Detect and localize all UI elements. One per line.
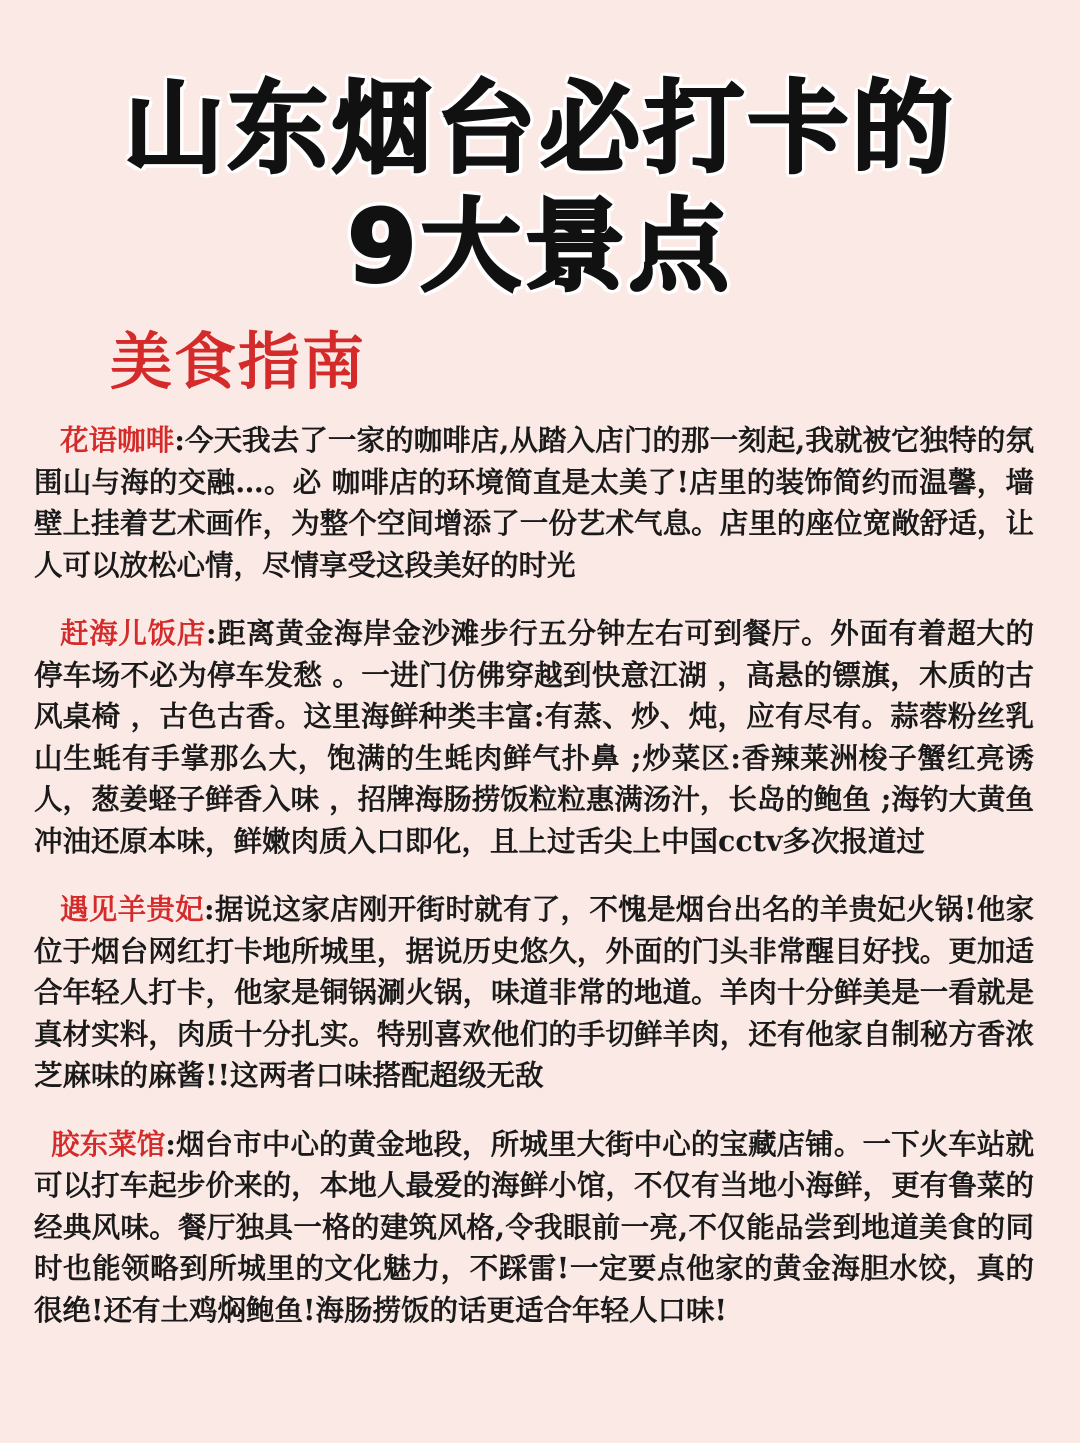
- entry-name: 遇见羊贵妃: [60, 892, 205, 926]
- title-line-1: 山东烟台必打卡的: [124, 70, 956, 187]
- entry-text: :据说这家店刚开街时就有了，不愧是烟台出名的羊贵妃火锅!他家位于烟台网红打卡地所城里，据说历史悠久，外面的门头非常醒目好找。更加适合年轻人打卡，他家是铜锅涮火锅，味道非常的地道。羊肉十分鲜美是一看就是真材实料，肉质十分扎实。特别喜欢他们的手切鲜羊肉，还有他家自制秘方香浓芝麻味的麻酱!!这两者口味搭配超级无敌: [34, 892, 1034, 1092]
- entry-name: 赶海儿饭店: [60, 616, 206, 650]
- section-heading: 美食指南: [110, 325, 367, 398]
- page-title: [0, 70, 1080, 306]
- article-body: [34, 420, 1034, 1358]
- entry-ganhaier-restaurant: [34, 613, 1034, 862]
- entry-name: 胶东菜馆: [51, 1126, 166, 1161]
- entry-name: 花语咖啡: [60, 423, 175, 457]
- title-line-2: 9大景点: [347, 188, 733, 305]
- entry-huayu-coffee: [34, 420, 1034, 586]
- entry-text: :今天我去了一家的咖啡店,从踏入店门的那一刻起,我就被它独特的氛围山与海的交融…。必 咖啡店的环境简直是太美了!店里的装饰简约而温馨，墙壁上挂着艺术画作，为整个空间增添了一份艺术气息。店里的座位宽敞舒适，让人可以放松心情，尽情享受这段美好的时光: [34, 423, 1034, 582]
- entry-text: :烟台市中心的黄金地段，所城里大街中心的宝藏店铺。一下火车站就可以打车起步价来的，本地人最爱的海鲜小馆，不仅有当地小海鲜，更有鲁菜的经典风味。餐厅独具一格的建筑风格,令我眼前一亮,不仅能品尝到地道美食的同时也能领略到所城里的文化魅力，不踩雷!一定要点他家的黄金海胆水饺，真的很绝!还有土鸡焖鲍鱼!海肠捞饭的话更适合年轻人口味!: [34, 1126, 1034, 1327]
- entry-text: :距离黄金海岸金沙滩步行五分钟左右可到餐厅。外面有着超大的停车场不必为停车发愁 。一进门仿佛穿越到快意江湖 ，高悬的镖旗，木质的古风桌椅 ，古色古香。这里海鲜种类丰富:有蒸、炒、炖，应有尽有。蒜蓉粉丝乳山生蚝有手掌那么大，饱满的生蚝肉鲜气扑鼻 ;炒菜区:香辣莱洲梭子蟹红亮诱人，葱姜蛏子鲜香入味 ，招牌海肠捞饭粒粒惠满汤汁，长岛的鲍鱼 ;海钓大黄鱼冲油还原本味，鲜嫩肉质入口即化，且上过舌尖上中国cctv多次报道过: [34, 616, 1034, 858]
- entry-yujian-yangguifei: [34, 889, 1034, 1097]
- entry-jiaodong-restaurant: [34, 1124, 1034, 1332]
